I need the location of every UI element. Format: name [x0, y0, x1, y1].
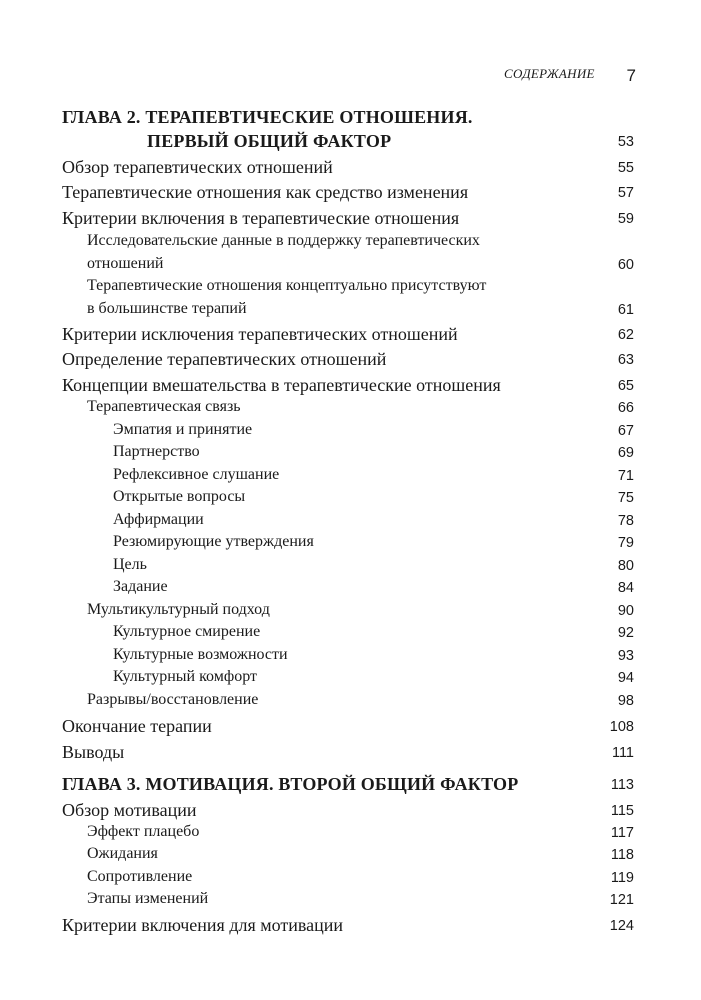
toc-entry-title: Окончание терапии: [62, 716, 212, 736]
toc-entry-title: Концепции вмешательства в терапевтические отношения: [62, 375, 501, 395]
toc-entry-page: 59: [617, 211, 634, 227]
toc-entry-title: Партнерство: [113, 443, 200, 460]
toc-entry-page: 69: [617, 445, 634, 461]
toc-entry-page: 80: [617, 558, 634, 574]
toc-entry-page: 90: [617, 603, 634, 619]
toc-entry-page: 61: [617, 302, 634, 318]
toc-entry-title: Культурные возможности: [113, 646, 288, 663]
toc-entry-page: 94: [617, 670, 634, 686]
toc-entry-title: Терапевтические отношения концептуально присутствуют: [87, 277, 487, 294]
toc-entry-page: 98: [617, 693, 634, 709]
toc-entry-title: в большинстве терапий: [87, 300, 247, 317]
toc-entry-title: Исследовательские данные в поддержку терапевтических: [87, 232, 480, 249]
toc-entry-page: 60: [617, 257, 634, 273]
toc-entry-page: 71: [617, 468, 634, 484]
toc-entry-title: Аффирмации: [113, 511, 204, 528]
toc-entry-title: Открытые вопросы: [113, 488, 246, 505]
toc-entry-page: 121: [609, 892, 634, 908]
toc-entry-title: Обзор терапевтических отношений: [62, 157, 333, 177]
toc-entry-title: Терапевтические отношения как средство изменения: [62, 182, 469, 202]
toc-entry-page: 66: [617, 400, 634, 416]
toc-entry-page: 75: [617, 490, 634, 506]
toc-entry-page: 57: [617, 185, 634, 201]
toc-entry-title: Мультикультурный подход: [87, 601, 270, 618]
toc-entry-page: 115: [610, 803, 634, 819]
toc-entry-title: Определение терапевтических отношений: [62, 349, 387, 369]
toc-entry-title: Резюмирующие утверждения: [113, 533, 314, 550]
toc-entry-page: 93: [617, 648, 634, 664]
toc-entry-page: 92: [617, 625, 634, 641]
toc-entry-page: 79: [617, 535, 634, 551]
toc-entry-title: ГЛАВА 2. ТЕРАПЕВТИЧЕСКИЕ ОТНОШЕНИЯ.: [62, 107, 473, 127]
toc-entry-title: Культурное смирение: [113, 623, 261, 640]
toc-entry-title: Разрывы/восстановление: [87, 691, 259, 708]
toc-entry-title: ПЕРВЫЙ ОБЩИЙ ФАКТОР: [147, 131, 392, 151]
toc-entry-title: отношений: [87, 255, 164, 272]
toc-entry-page: 124: [609, 918, 634, 934]
toc-entry-page: 63: [617, 352, 634, 368]
toc-entry-page: 67: [617, 423, 634, 439]
toc-entry-title: Обзор мотивации: [62, 800, 197, 820]
toc-entry-title: Эффект плацебо: [87, 823, 200, 840]
toc-entry-title: Выводы: [62, 742, 125, 762]
toc-entry-title: Терапевтическая связь: [87, 398, 241, 415]
toc-entry-page: 111: [611, 745, 634, 761]
toc-entry-title: Критерии включения для мотивации: [62, 915, 344, 935]
toc-entry-page: 62: [617, 327, 634, 343]
toc-entry-title: ГЛАВА 3. МОТИВАЦИЯ. ВТОРОЙ ОБЩИЙ ФАКТОР: [62, 774, 519, 794]
toc-entry-title: Этапы изменений: [87, 890, 209, 907]
toc-entry-page: 84: [617, 580, 634, 596]
toc-entry-title: Критерии включения в терапевтические отношения: [62, 208, 460, 228]
toc-entry-title: Критерии исключения терапевтических отношений: [62, 324, 458, 344]
toc-entry-title: Ожидания: [87, 845, 158, 862]
toc-entry-page: 113: [610, 777, 634, 793]
running-header-page-number: 7: [626, 66, 636, 85]
toc-entry-title: Культурный комфорт: [113, 668, 258, 685]
toc-entry-title: Эмпатия и принятие: [113, 421, 253, 438]
toc-entry-page: 78: [617, 513, 634, 529]
toc-entry-title: Сопротивление: [87, 868, 193, 885]
toc-entry-title: Цель: [113, 556, 147, 573]
toc-entry-page: 65: [617, 378, 634, 394]
toc-entry-page: 53: [617, 134, 634, 150]
toc-entry-title: Рефлексивное слушание: [113, 466, 280, 483]
toc-entry-page: 119: [610, 870, 634, 886]
toc-entry-page: 117: [610, 825, 634, 841]
toc-entry-page: 118: [610, 847, 634, 863]
running-header-section: СОДЕРЖАНИЕ: [504, 66, 595, 81]
toc-entry-page: 55: [617, 160, 634, 176]
toc-entry-page: 108: [609, 719, 634, 735]
toc-entry-title: Задание: [113, 578, 168, 595]
